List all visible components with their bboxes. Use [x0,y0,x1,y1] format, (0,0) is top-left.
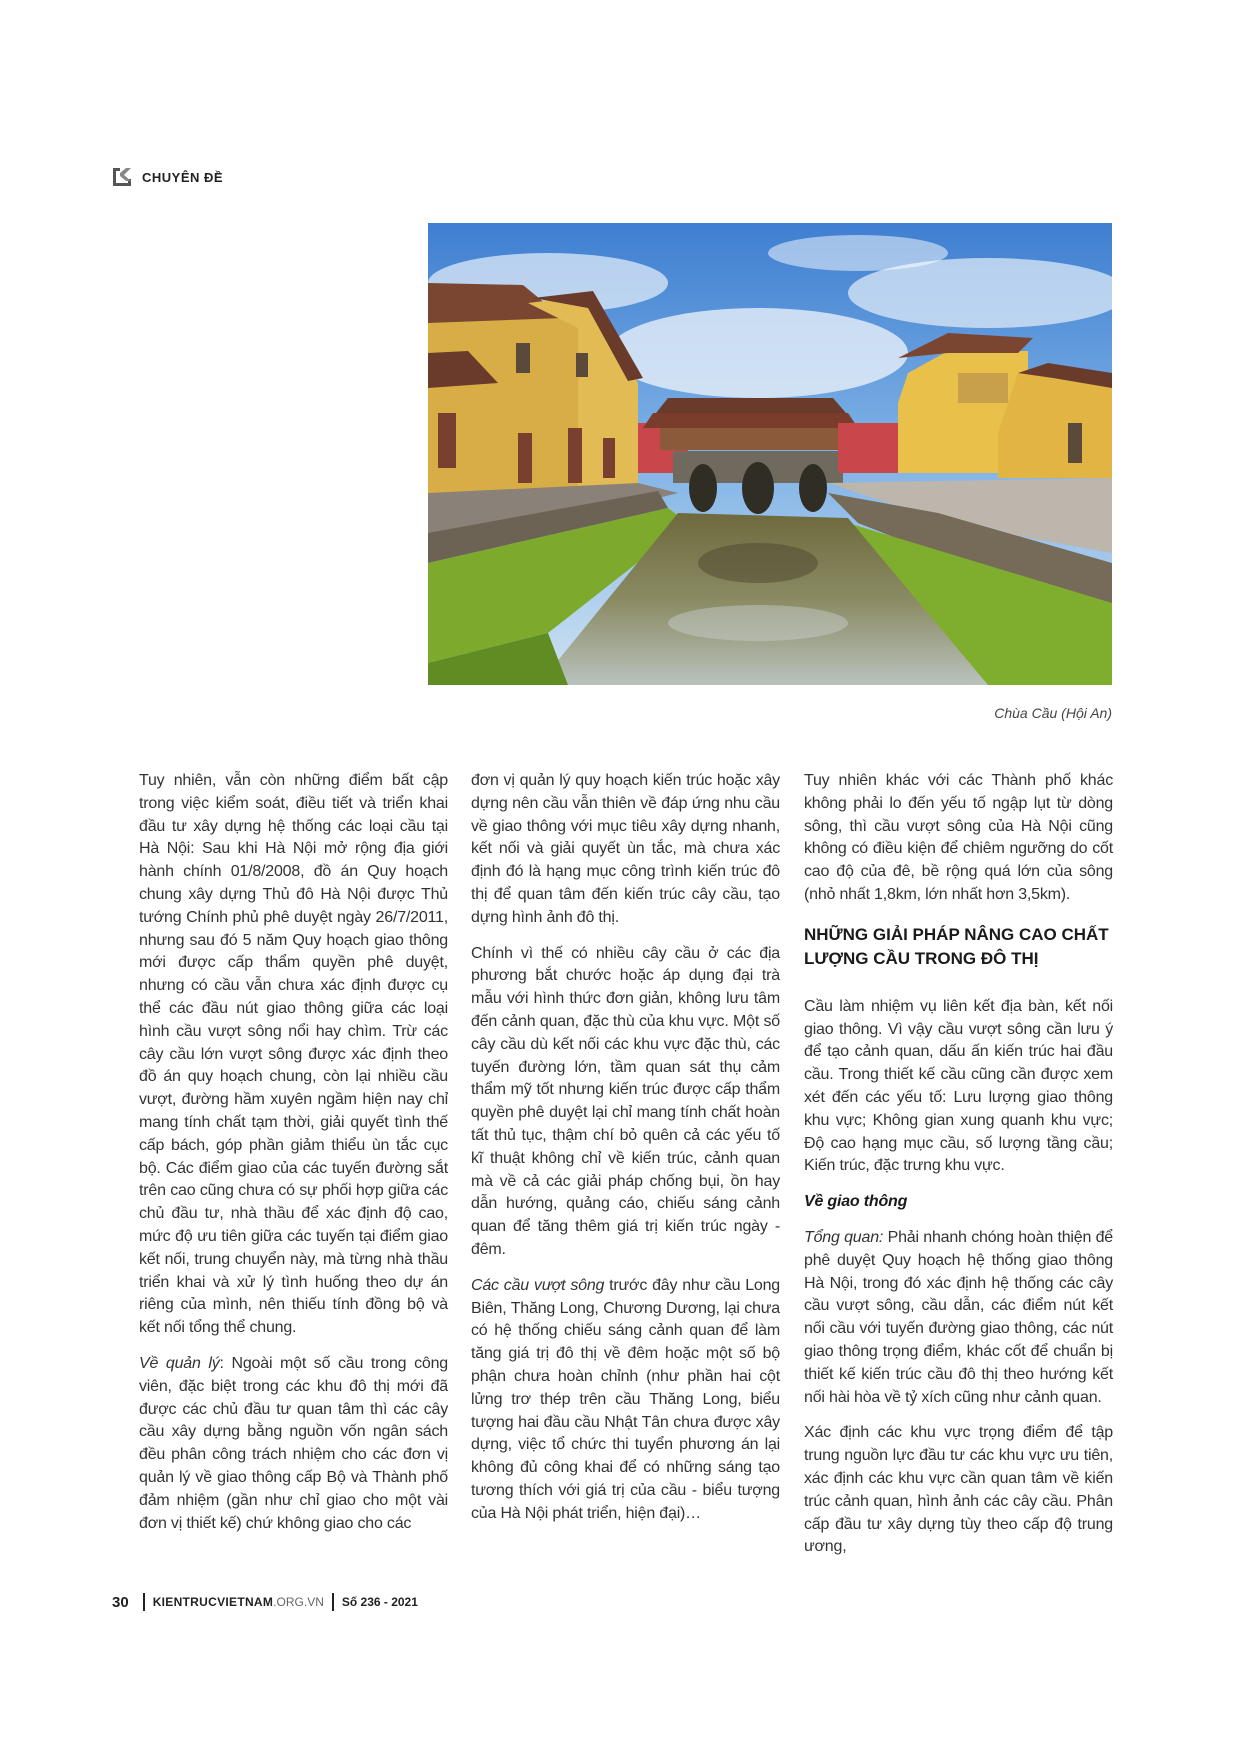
paragraph: Cầu làm nhiệm vụ liên kết địa bàn, kết nối giao thông. Vì vậy cầu vượt sông cần lưu ý để tạo cảnh quan, dấu ấn kiến trúc hai đầu cầu. Trong thiết kế cầu cũng cần được xem xét đến các yếu tố: Lưu lượng giao thông khu vực; Không gian xung quanh khu vực; Độ cao hạng mục cầu, số lượng tầng cầu; Kiến trúc, đặc trưng khu vực. [804,997,1113,1175]
paragraph-lead: Các cầu vượt sông [471,1276,605,1294]
paragraph-body: trước đây như cầu Long Biên, Thăng Long, Chương Dương, lại chưa có hệ thống chiếu sáng cảnh quan để làm tăng giá trị đô thị về đêm hoặc một số bộ phận chưa hoàn chỉnh (như phần hai cột lửng trơ thép trên cầu Thăng Long, biểu tượng hai đầu cầu Nhật Tân chưa được xây dựng, việc tổ chức thi tuyển phương án lại không đủ công khai để có những sáng tạo tương thích với giá trị của cầu - biểu tượng của Hà Nội phát triển, hiện đại)… [471,1276,780,1522]
paragraph: đơn vị quản lý quy hoạch kiến trúc hoặc xây dựng nên cầu vẫn thiên về đáp ứng nhu cầu về giao thông với mục tiêu xây dựng nhanh, kết nối và giải quyết ùn tắc, mà chưa xác định đó là hạng mục công trình kiến trúc đô thị để quan tâm đến kiến trúc cây cầu, tạo dựng hình ảnh đô thị. [471,772,780,926]
page-number: 30 [112,1593,129,1611]
subsection-heading: Về giao thông [804,1193,908,1211]
paragraph-body: Phải nhanh chóng hoàn thiện để phê duyệt Quy hoạch hệ thống giao thông Hà Nội, trong đó xác định hệ thống các cây cầu vượt sông, cầu dẫn, các điểm nút kết nối cầu với tuyến đường giao thông, các nút giao thông trọng điểm, khác cốt để chuẩn bị thiết kế kiến trúc cầu đô thị theo hướng kết nối hài hòa về tỷ xích cũng như cảnh quan. [804,1228,1113,1406]
paragraph: Tuy nhiên, vẫn còn những điểm bất cập trong việc kiểm soát, điều tiết và triển khai đầu tư xây dựng hệ thống các loại cầu tại Hà Nội: Sau khi Hà Nội mở rộng địa giới hành chính 01/8/2008, đồ án Quy hoạch chung xây dựng Thủ đô Hà Nội được Thủ tướng Chính phủ phê duyệt ngày 26/7/2011, nhưng sau đó 5 năm Quy hoạch giao thông mới được cấp thẩm quyền phê duyệt, nhưng có cầu vẫn chưa xác định được cụ thể các đầu nút giao thông giữa các loại hình cầu vượt sông nổi hay chìm. Trừ các cây cầu lớn vượt sông được xác định theo đồ án quy hoạch chung, còn lại nhiều cầu vượt, đường hầm xuyên ngầm hiện nay chỉ mang tính chất tạm thời, giải quyết tình thế cấp bách, góp phần giảm thiểu ùn tắc cục bộ. Các điểm giao của các tuyến đường sắt trên cao cũng chưa có sự phối hợp giữa các chủ đầu tư, nhà thầu để xác định độ cao, mức độ ưu tiên giữa các tuyến tại điểm giao kết nối, trung chuyển này, mà từng nhà thầu triển khai và xử lý tình huống theo dự án riêng của mình, nên thiếu tính đồng bộ và kết nối tổng thể chung. [139,772,448,1337]
paragraph: Chính vì thế có nhiều cây cầu ở các địa phương bắt chước hoặc áp dụng đại trà mẫu với hình thức đơn giản, không lưu tâm đến cảnh quan, đặc thù của khu vực. Một số cây cầu dù kết nối các khu vực đặc thù, các tuyến đường lớn, tầm quan sát thụ cảm thẩm mỹ tốt nhưng kiến trúc được cấp thẩm quyền phê duyệt lại chỉ mang tính chất hoàn tất thủ tục, thậm chí bỏ quên cả các yếu tố kĩ thuật không chỉ về kiến trúc, cảnh quan mà về cả các giải pháp chống bụi, ồn hay dẫn hướng, quảng cáo, chiếu sáng cảnh quan để tăng thêm giá trị kiến trúc ngày - đêm. [471,944,780,1258]
section-label: CHUYÊN ĐỀ [142,169,224,185]
paragraph: Tuy nhiên khác với các Thành phố khác không phải lo đến yếu tố ngập lụt từ dòng sông, thì cầu vượt sông của Hà Nội cũng không có điều kiện để chiêm ngưỡng do cốt cao độ của đê, bề rộng quá lớn của sông (nhỏ nhất 1,8km, lớn nhất hơn 3,5km). [804,772,1113,903]
footer-divider [143,1593,145,1611]
footer-site-name: KIENTRUCVIETNAM [152,1595,274,1609]
text-column-2 [471,770,780,1539]
hoi-an-bridge-photo [428,223,1112,685]
footer-divider [332,1593,334,1611]
footer-site-domain: .ORG.VN [273,1595,324,1609]
magazine-logo-icon [112,167,132,187]
text-column-3 [804,770,1113,1572]
section-header [112,166,223,188]
text-column-1 [139,770,448,1548]
paragraph: Xác định các khu vực trọng điểm để tập trung nguồn lực đầu tư các khu vực ưu tiên, xác định các khu vực cần quan tâm về kiến trúc cảnh quan, hình ảnh các cây cầu. Phân cấp đầu tư xây dựng tùy theo cấp độ trung ương, [804,1424,1113,1556]
page-footer [112,1593,418,1611]
paragraph [139,1353,448,1535]
section-heading: NHỮNG GIẢI PHÁP NÂNG CAO CHẤT LƯỢNG CẦU TRONG ĐÔ THỊ [804,924,1109,968]
paragraph [804,1227,1113,1409]
issue-number: Số 236 - 2021 [341,1595,418,1609]
paragraph-body: : Ngoài một số cầu trong công viên, đặc biệt trong các khu đô thị mới đã được các chủ đầu tư quan tâm thì các cây cầu xây dựng bằng nguồn vốn ngân sách đều phân công trách nhiệm cho các đơn vị quản lý về giao thông cấp Bộ và Thành phố đảm nhiệm (gần như chỉ giao cho một vài đơn vị thiết kế) chứ không giao cho các [139,1354,448,1532]
paragraph-lead: Tổng quan: [804,1228,884,1246]
paragraph [471,1275,780,1526]
photo-caption: Chùa Cầu (Hội An) [994,705,1112,721]
paragraph-lead: Về quản lý [139,1354,220,1372]
